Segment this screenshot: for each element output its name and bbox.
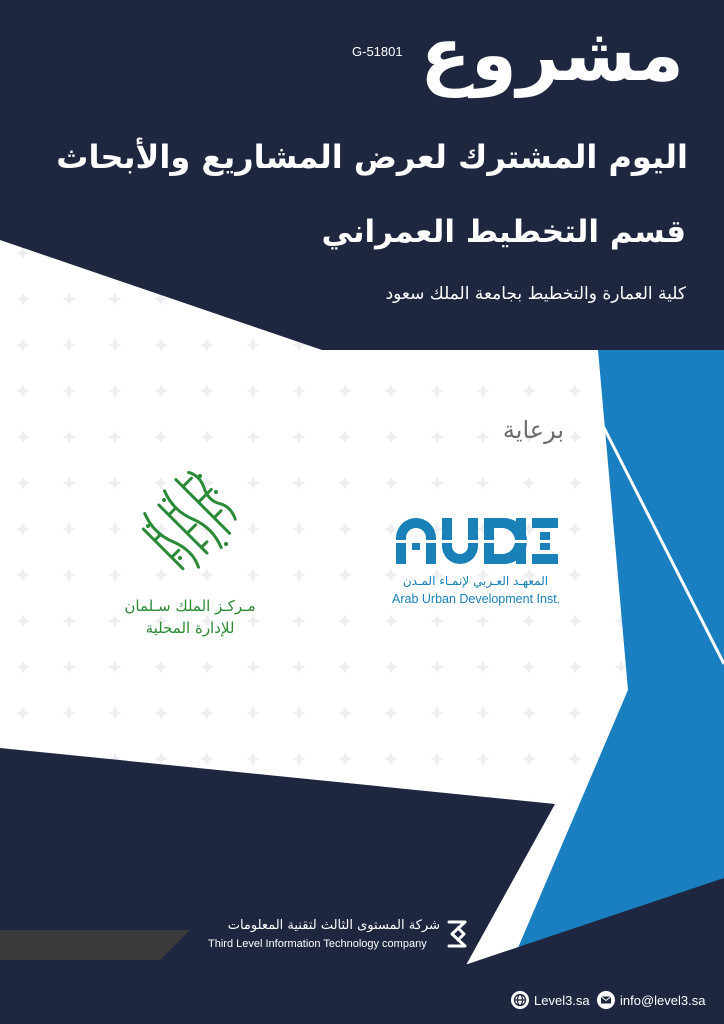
project-code: G-51801	[352, 44, 403, 59]
king-salman-center-name	[100, 596, 280, 640]
email-text: info@level3.sa	[620, 992, 706, 1008]
audi-name-english: Arab Urban Development Inst.	[392, 592, 561, 606]
website-text: Level3.sa	[534, 992, 590, 1008]
level3-logo-icon	[444, 916, 470, 952]
audi-name-arabic: المعهـد العـربي لإنمـاء المـدن	[402, 574, 549, 588]
website-link[interactable]	[511, 990, 590, 1010]
department-name: قسم التخطيط العمراني	[321, 214, 686, 250]
company-name-english: Third Level Information Technology company	[208, 938, 427, 950]
king-salman-center-logo	[120, 462, 260, 582]
mail-icon	[597, 991, 615, 1009]
center-name-line2: للإدارة المحلية	[145, 618, 235, 637]
email-link[interactable]	[597, 990, 705, 1010]
page-title: مشروع	[420, 12, 684, 98]
college-name: كلية العمارة والتخطيط بجامعة الملك سعود	[385, 284, 686, 304]
center-name-line1: مـركـز الملك سـلمان	[124, 597, 256, 615]
event-subtitle: اليوم المشترك لعرض المشاريع والأبحاث	[56, 138, 688, 176]
audi-logo	[396, 518, 562, 564]
sponsorship-label: برعاية	[502, 416, 564, 444]
grey-band	[0, 930, 190, 960]
globe-icon	[511, 991, 529, 1009]
company-name-arabic: شركة المستوى الثالث لتقنية المعلومات	[227, 918, 440, 933]
